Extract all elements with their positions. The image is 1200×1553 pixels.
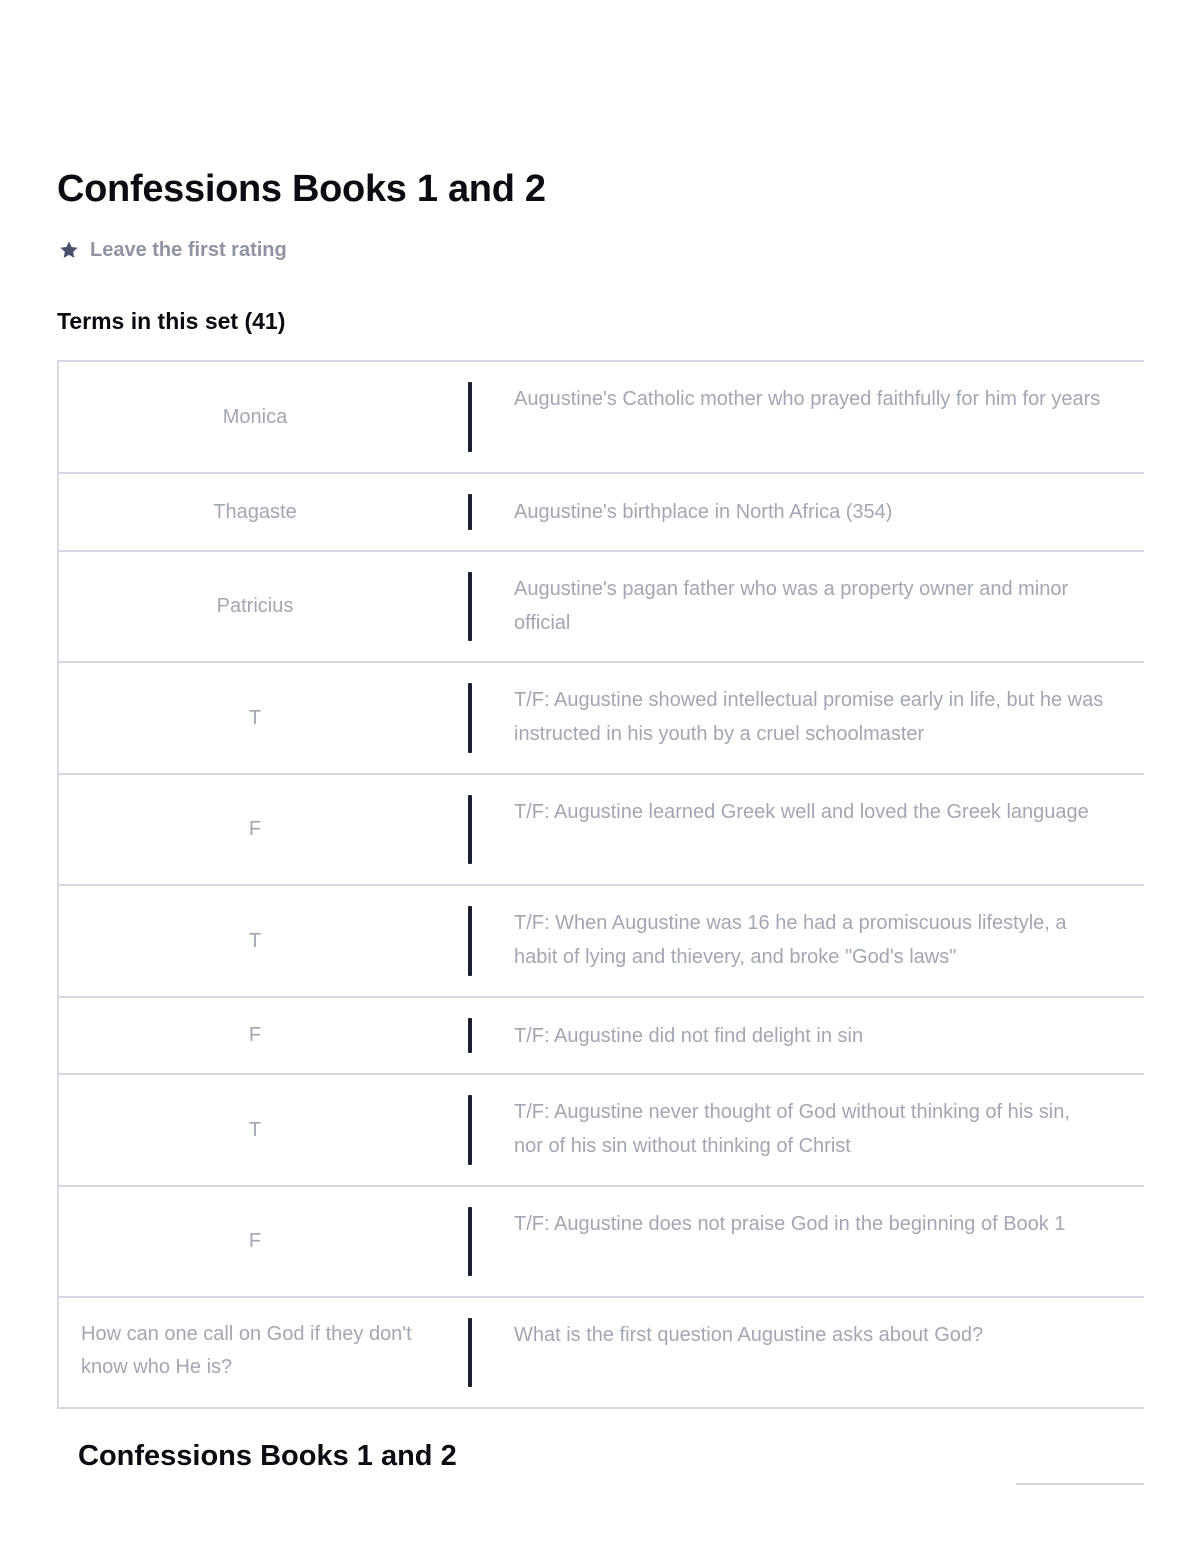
term-definition: T/F: Augustine never thought of God without thinking of his sin, nor of his sin without thinking of Christ [514, 1101, 1070, 1157]
footer-divider [1016, 1483, 1144, 1485]
term-word: Patricius [216, 595, 294, 617]
term-row [59, 552, 1144, 663]
page-title: Confessions Books 1 and 2 [57, 168, 546, 210]
term-row [59, 1187, 1144, 1298]
star-icon [59, 240, 79, 260]
term-divider [468, 1207, 472, 1276]
term-divider [468, 572, 472, 641]
term-divider [468, 1018, 472, 1053]
term-divider [468, 795, 472, 864]
terms-heading: Terms in this set (41) [57, 308, 286, 334]
term-word: Thagaste [213, 500, 297, 523]
term-definition: T/F: Augustine showed intellectual promise early in life, but he was instructed in his youth by a cruel schoolmaster [514, 689, 1104, 745]
term-row [59, 474, 1144, 552]
terms-table [57, 360, 1144, 1409]
term-definition: T/F: Augustine did not find delight in sin [514, 1024, 864, 1047]
term-word: T [248, 706, 262, 729]
term-divider [468, 1318, 472, 1387]
term-definition: Augustine's birthplace in North Africa (354) [514, 501, 893, 523]
term-word: Monica [222, 405, 288, 428]
footer-title: Confessions Books 1 and 2 [78, 1440, 457, 1472]
leave-rating-button[interactable] [59, 236, 287, 264]
term-word: T [248, 1118, 262, 1141]
term-row [59, 775, 1144, 886]
term-divider [468, 382, 472, 452]
term-row [59, 362, 1144, 474]
term-definition: Augustine's Catholic mother who prayed faithfully for him for years [514, 388, 1101, 410]
term-word: F [248, 818, 262, 840]
term-definition: T/F: When Augustine was 16 he had a promiscuous lifestyle, a habit of lying and thievery, and broke "God's laws" [514, 912, 1067, 968]
term-word: How can one call on God if they don't know who He is? [81, 1323, 412, 1378]
term-definition: T/F: Augustine does not praise God in the beginning of Book 1 [514, 1213, 1066, 1235]
rating-label: Leave the first rating [90, 238, 287, 261]
term-definition: T/F: Augustine learned Greek well and loved the Greek language [514, 801, 1089, 823]
term-definition: Augustine's pagan father who was a property owner and minor official [514, 578, 1069, 634]
term-row [59, 663, 1144, 775]
term-word: F [248, 1230, 262, 1252]
term-row [59, 998, 1144, 1075]
term-row [59, 886, 1144, 998]
term-divider [468, 494, 472, 530]
term-divider [468, 683, 472, 753]
term-row [59, 1075, 1144, 1187]
term-divider [468, 906, 472, 976]
term-definition: What is the first question Augustine asks about God? [514, 1324, 984, 1346]
term-row [59, 1298, 1144, 1409]
term-word: F [248, 1024, 262, 1046]
term-divider [468, 1095, 472, 1165]
term-word: T [248, 929, 262, 952]
